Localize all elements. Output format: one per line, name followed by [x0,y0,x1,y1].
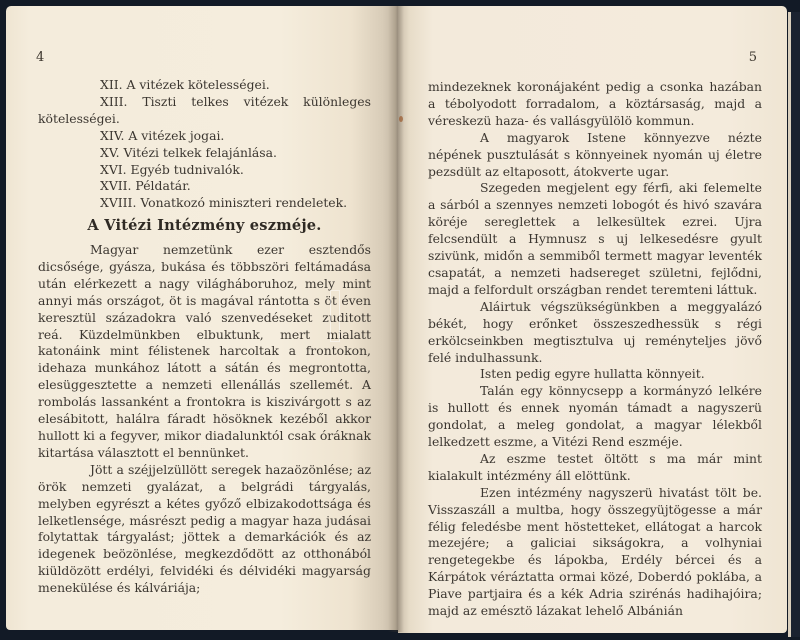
next-page-edge [788,12,800,637]
section-title: A Vitézi Intézmény eszméje. [87,217,322,234]
page-number-right: 5 [748,50,757,65]
paragraph: Az eszme testet öltött s ma már mint kialakult intézmény áll elöttünk. [428,450,762,483]
toc-item: XIV. A vitézek jogai. [100,127,225,143]
paragraph: Magyar nemzetünk ezer esztendős dicsősége, gyásza, bukása és többszöri feltámadása után elérkezett a nagy világháboruhoz, mely mint annyi más országot, öt is magával rántotta s öt éven keresztül századokra való szenvedéseket zuditott reá. Küzdelmünkben elbuktunk, mert mialatt katonáink mint félistenek harcoltak a frontokon, idehaza munkához látott a sátán és megrontotta, elesüggesztette a nemzeti ellenállás szellemét. A rombolás lassanként a frontokra is kiszivárgott s az elesábitott, halálra fáradt hösöknek kezéből akkor hullott ki a fegyver, mikor diadalunktól csak óráknak kitartása választott el bennünket. [38,242,371,460]
paragraph: Talán egy könnycsepp a kormányzó lelkére is hullott és ennek nyomán támadt a nagyszerü gondolat, a meleg gondolat, a magyar lélekből lelkedzett eszme, a Vitézi Rend eszméje. [428,383,762,450]
paragraph: Aláirtuk végszükségünkben a meggyalázó békét, hogy erőnket összeszedhessük s régi erkölcseinkben megtisztulva uj reményteljes jövő felé indulhassunk. [428,298,762,365]
table-of-contents-list [38,77,371,212]
paragraph: Jött a széjjelzüllött seregek hazaözönlése; az örök nemzeti gyalázat, a belgrádi tárgyalás, melyben egyrészt a kétes győző elbizakodottsága és lelketlensége, másrészt pedig a magyar haza judásai folytattak tárgyalást; jöttek a demarkációk és az idegenek beözönlése, megkezdődött az otthonából kiüldözött erdélyi, felvidéki és délvidéki magyarság menekülése és kálváriája; [38,461,371,596]
page-number-left: 4 [36,50,45,65]
right-page [398,6,787,633]
paragraph: mindezeknek koronájaként pedig a csonka hazában a tébolyodott forradalom, a köztársaság, majd a véreskezü haza- és vallásgyülölö kommun. [428,79,762,128]
toc-item: XVIII. Vonatkozó miniszteri rendeletek. [100,195,348,211]
right-page-body [428,79,762,620]
paper-stain [399,116,403,122]
paragraph: Szegeden megjelent egy férfi, aki felemelte a sárból a szennyes nemzeti lobogót és hivó szavára köréje sereglettek a lelkesültek ezrei. Ujra felcsendült a Hymnusz s uj lelkesedésre gyult szivünk, midőn a semmiből termett magyar leventék csapatát, a nemzeti hadsereget születni, fejlődni, majd a felfordult országban rendet teremteni láttuk. [428,180,762,297]
toc-item: XV. Vitézi telkek felajánlása. [100,144,277,160]
toc-item: XII. A vitézek kötelességei. [100,77,270,92]
toc-item: XIII. Tiszti telkes vitézek különleges kötelességei. [38,93,371,126]
toc-item: XVII. Példatár. [100,178,191,194]
page-edge-paper [788,12,791,637]
toc-item: XVI. Egyéb tudnivalók. [100,161,244,177]
left-page-body [38,242,371,597]
paragraph: Ezen intézmény nagyszerü hivatást tölt be. Visszaszáll a multba, hogy összegyüjtögesse a már félig feledésbe ment höstetteket, ellátogat a harcok mezejére; a galiciai sikságokra, a volhyniai rengetegekbe és lápokba, Erdély bércei és a Kárpátok véráztatta ormai közé, Doberdó poklába, a Piave partjaira és a kék Adria szirénás hadihajóira; majd az emésztö lázakat lehelő Albánián [428,484,762,619]
paragraph: Isten pedig egyre hullatta könnyeit. [480,366,705,382]
paragraph: A magyarok Istene könnyezve nézte népének pusztulását s könnyeinek nyomán uj életre pezsdült az eltaposott, átokverte ugar. [428,129,762,179]
left-page [6,6,398,630]
